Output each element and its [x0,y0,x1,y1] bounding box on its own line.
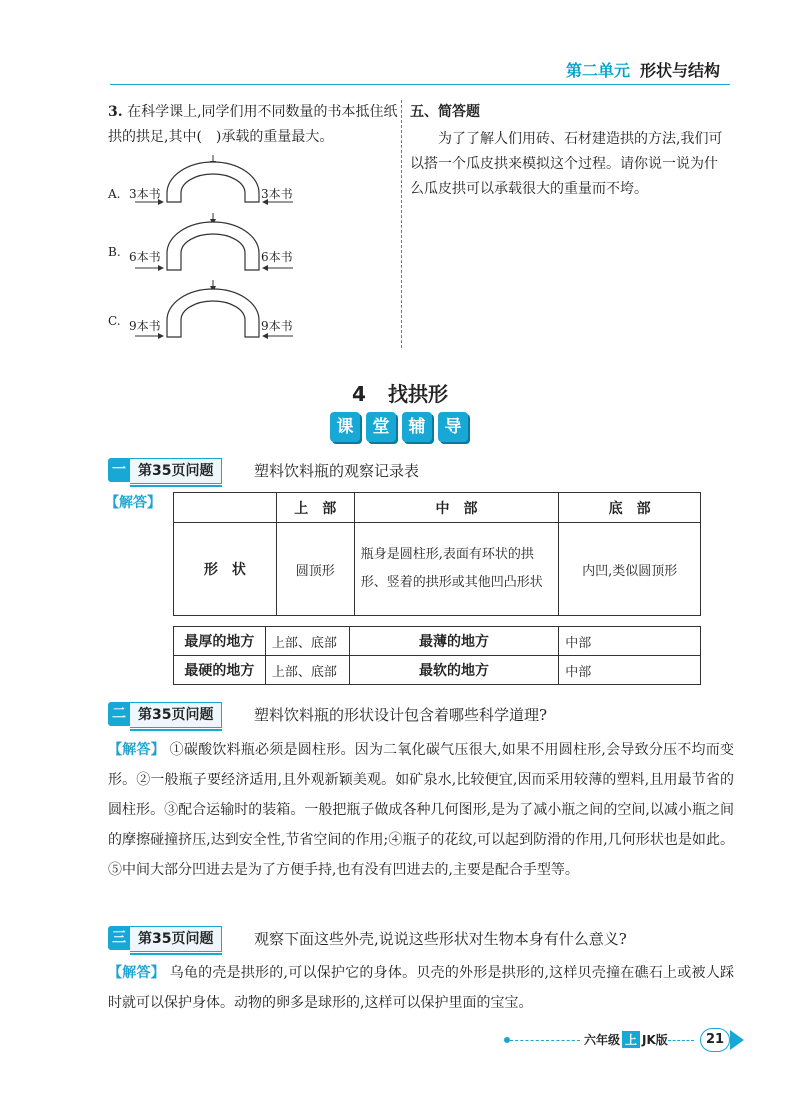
banner-char: 导 [438,412,468,442]
table-header: 中 部 [354,493,559,523]
question-text: 塑料饮料瓶的观察记录表 [254,462,420,480]
footer-divider [510,1040,580,1041]
banner-char: 辅 [402,412,432,442]
row-label: 最软的地方 [349,656,559,685]
section-heading: 五、简答题 [410,104,480,120]
question-badge: 一 [108,458,130,482]
paper-arch-icon [167,222,259,270]
header-divider [110,84,730,85]
table-header: 上 部 [276,493,354,523]
observation-table [173,492,701,616]
page-number: 21 [700,1028,730,1052]
chapter-name: 找拱形 [387,382,448,406]
option-letter: C. [108,314,121,328]
unit-header [566,58,720,81]
row-label: 最硬的地方 [174,656,266,685]
edition-label: JK版 [642,1033,668,1047]
row-label: 形 状 [174,523,277,616]
option-a-figure [107,155,293,202]
option-letter: A. [108,187,121,201]
unit-label: 第二单元 [565,61,630,80]
question-tag: 第35页问题 [130,926,222,952]
question-badge: 三 [108,926,130,950]
books-left-label: 6本书 [129,250,161,264]
table-row [174,656,701,685]
option-c-figure [108,280,293,337]
table-header: 底 部 [559,493,701,523]
footer-edition [584,1031,668,1048]
arch-options-figure [105,155,305,345]
classroom-coaching-banner [330,412,474,442]
books-right-label: 3本书 [261,187,293,201]
banner-char: 堂 [366,412,396,442]
answer-label: 【解答】 [108,965,165,981]
table-header [174,493,277,523]
paper-arch-icon [167,289,259,337]
section-text: 为了了解人们用砖、石材建造拱的方法,我们可以搭一个瓜皮拱来模拟这个过程。请你说一说为什么瓜皮拱可以承载很大的重量而不垮。 [410,131,723,197]
row-label: 最薄的地方 [349,627,559,656]
table-cell: 上部、底部 [265,627,349,656]
books-left-label: 9本书 [129,319,161,333]
answer-paragraph [108,958,734,1018]
question-number: 3. [108,104,123,120]
answer-label: 【解答】 [108,742,165,758]
answer-paragraph [108,735,734,885]
footer-divider [668,1040,694,1041]
answer-label: 【解答】 [105,495,161,511]
question-tag: 第35页问题 [130,458,222,484]
paper-arch-icon [167,162,259,202]
unit-title: 形状与结构 [639,61,720,80]
question-text: 塑料饮料瓶的形状设计包含着哪些科学道理? [254,706,548,724]
table-cell: 中部 [559,656,701,685]
option-b-figure [108,213,293,270]
banner-char: 课 [330,412,360,442]
question-tag: 第35页问题 [130,702,222,728]
question-text: 在科学课上,同学们用不同数量的书本抵住纸拱的拱足,其中( )承载的重量最大。 [108,104,398,145]
answer-text: 乌龟的壳是拱形的,可以保护它的身体。贝壳的外形是拱形的,这样贝壳撞在礁石上或被人踩时就可以保护身体。动物的卵多是球形的,这样可以保护里面的宝宝。 [108,965,734,1011]
table-row [174,627,701,656]
books-right-label: 9本书 [261,319,293,333]
table-cell: 中部 [559,627,701,656]
table-cell: 上部、底部 [265,656,349,685]
chapter-number: 4 [352,382,366,406]
question-text: 观察下面这些外壳,说说这些形状对生物本身有什么意义? [254,930,627,948]
term-badge: 上 [622,1031,640,1048]
column-divider [401,100,402,348]
option-letter: B. [108,245,121,259]
answer-text: ①碳酸饮料瓶必须是圆柱形。因为二氧化碳气压很大,如果不用圆柱形,会导致分压不均而变形。②一般瓶子要经济适用,且外观新颖美观。如矿泉水,比较便宜,因而采用较薄的塑料,且用最节省的圆柱形。③配合运输时的装箱。一般把瓶子做成各种几何图形,是为了减小瓶之间的空间,以减小瓶之间的摩擦碰撞挤压,达到安全性,节省空间的作用;④瓶子的花纹,可以起到防滑的作用,几何形状也是如此。⑤中间大部分凹进去是为了方便手持,也有没有凹进去的,主要是配合手型等。 [108,742,734,878]
page-arrow-icon [730,1030,744,1050]
row-label: 最厚的地方 [174,627,266,656]
table-cell: 圆顶形 [276,523,354,616]
books-left-label: 3本书 [129,187,161,201]
section-short-answer [410,100,730,202]
grade-label: 六年级 [584,1033,621,1047]
table-cell: 内凹,类似圆顶形 [559,523,701,616]
question-badge: 二 [108,702,130,726]
books-right-label: 6本书 [261,250,293,264]
chapter-title [0,378,800,407]
thickness-table [173,626,701,685]
question-3 [108,100,398,150]
table-cell: 瓶身是圆柱形,表面有环状的拱形、竖着的拱形或其他凹凸形状 [354,523,559,616]
